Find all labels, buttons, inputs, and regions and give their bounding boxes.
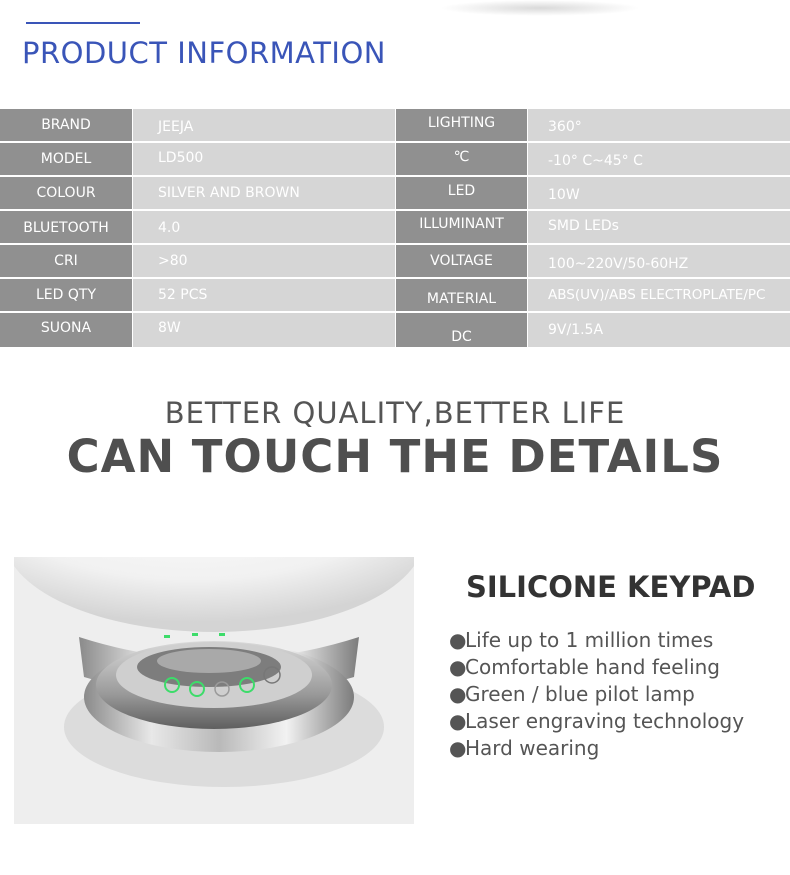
feature-text: Green / blue pilot lamp (465, 682, 695, 706)
feature-text: Comfortable hand feeling (465, 655, 720, 679)
tagline-headline: CAN TOUCH THE DETAILS (66, 430, 724, 483)
spec-value: JEEJA (133, 109, 395, 141)
bullet-icon: ● (449, 736, 467, 760)
spec-label: ℃ (396, 143, 527, 175)
spec-label: MODEL (0, 143, 132, 175)
spec-label: ILLUMINANT (396, 211, 527, 243)
feature-list (449, 627, 744, 762)
spec-label: SUONA (0, 313, 132, 347)
top-decorative-haze (440, 0, 640, 16)
spec-label: MATERIAL (396, 279, 527, 311)
spec-row-cri (0, 245, 790, 279)
feature-text: Life up to 1 million times (465, 628, 714, 652)
spec-label: BRAND (0, 109, 132, 141)
section-title: PRODUCT INFORMATION (22, 36, 386, 70)
spec-value: 10W (528, 177, 790, 209)
spec-value: 9V/1.5A (528, 313, 790, 347)
title-underline (26, 22, 140, 24)
spec-label: LED QTY (0, 279, 132, 311)
spec-row-model (0, 143, 790, 177)
spec-value: 8W (133, 313, 395, 347)
spec-label: DC (396, 313, 527, 347)
spec-table (0, 109, 790, 349)
spec-label: LIGHTING (396, 109, 527, 141)
list-item (449, 681, 744, 708)
spec-value: LD500 (133, 143, 395, 175)
spec-row-colour (0, 177, 790, 211)
feature-text: Laser engraving technology (465, 709, 745, 733)
spec-label: CRI (0, 245, 132, 277)
list-item (449, 627, 744, 654)
spec-label: LED (396, 177, 527, 209)
feature-text: Hard wearing (465, 736, 600, 760)
spec-value: 100~220V/50-60HZ (528, 245, 790, 277)
feature-title: SILICONE KEYPAD (466, 570, 756, 604)
spec-value: 52 PCS (133, 279, 395, 311)
lamp-base-illustration (14, 557, 414, 824)
spec-row-suona (0, 313, 790, 347)
spec-value: -10° C~45° C (528, 143, 790, 175)
spec-value: SMD LEDs (528, 211, 790, 243)
bullet-icon: ● (449, 628, 467, 652)
spec-row-bluetooth (0, 211, 790, 245)
spec-row-brand (0, 109, 790, 143)
spec-value: 4.0 (133, 211, 395, 243)
bullet-icon: ● (449, 655, 467, 679)
spec-row-led-qty (0, 279, 790, 313)
spec-label: BLUETOOTH (0, 211, 132, 243)
list-item (449, 654, 744, 681)
spec-value: SILVER AND BROWN (133, 177, 395, 209)
spec-label: VOLTAGE (396, 245, 527, 277)
bullet-icon: ● (449, 682, 467, 706)
tagline-subtitle: BETTER QUALITY,BETTER LIFE (164, 396, 626, 430)
list-item (449, 735, 744, 762)
spec-value: ABS(UV)/ABS ELECTROPLATE/PC (528, 279, 790, 311)
spec-label: COLOUR (0, 177, 132, 209)
spec-value: >80 (133, 245, 395, 277)
list-item (449, 708, 744, 735)
bullet-icon: ● (449, 709, 467, 733)
product-photo (14, 557, 414, 824)
spec-value: 360° (528, 109, 790, 141)
